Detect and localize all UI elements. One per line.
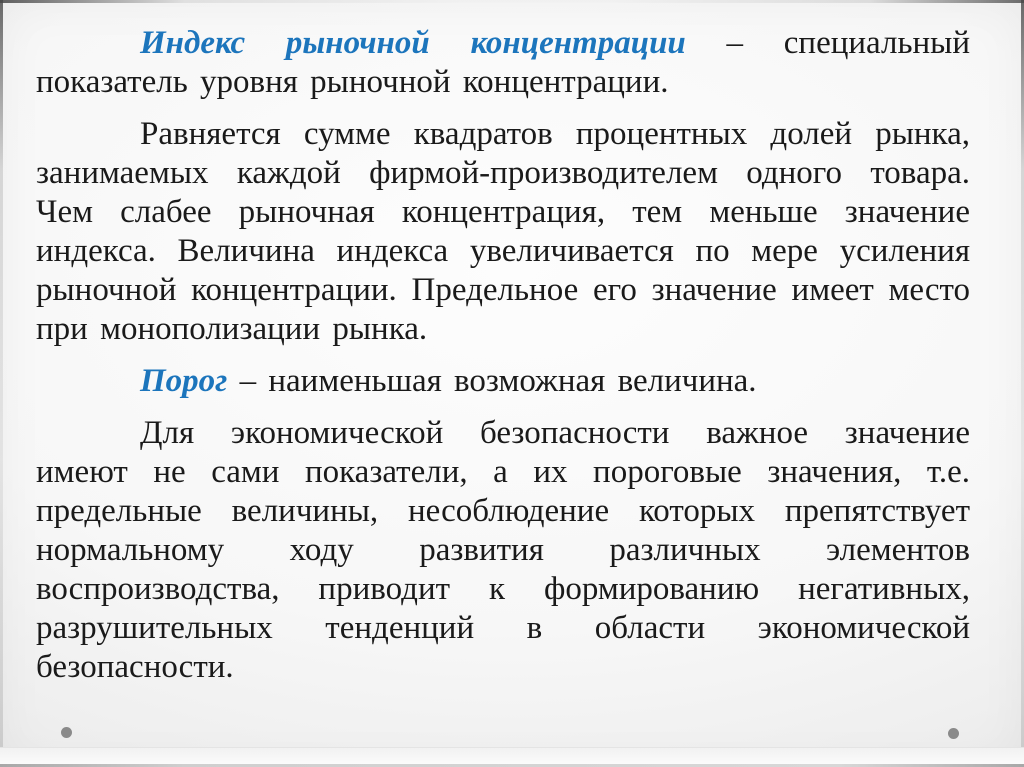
- paragraph-economic-security-text: Для экономической безопасности важное значение имеют не сами показатели, а их пороговые значения, т.е. предельные величины, несоблюдение которых препятствует нормальному ходу развития различных элементов воспроизводства, приводит к формированию негативных, разрушительных тенденций в области экономической безопасности.: [36, 415, 970, 685]
- paragraph-index-explanation-text: Равняется сумме квадратов процентных долей рынка, занимаемых каждой фирмой-производителем одного товара. Чем слабее рыночная концентрация, тем меньше значение индекса. Величина индекса увеличивается по мере усиления рыночной концентрации. Предельное его значение имеет место при монополизации рынка.: [36, 116, 970, 347]
- slide-left-edge-shadow: [0, 0, 3, 767]
- slide-bottom-strip: [0, 747, 1024, 764]
- slide-nav-dot-right-icon: [948, 728, 959, 739]
- term-market-concentration-index: Индекс рыночной концентрации: [140, 25, 686, 61]
- slide-text-block: [36, 24, 970, 700]
- paragraph-index-definition: [36, 24, 970, 102]
- slide-top-edge-shadow: [0, 0, 1024, 3]
- paragraph-threshold-definition-text: – наименьшая возможная величина.: [227, 363, 757, 399]
- paragraph-economic-security: [36, 414, 970, 687]
- paragraph-index-explanation: [36, 115, 970, 349]
- paragraph-index-definition-text: – специальный показатель уровня рыночной концентрации.: [36, 25, 970, 100]
- term-threshold: Порог: [140, 363, 228, 399]
- paragraph-threshold-definition: [36, 362, 970, 401]
- slide-nav-dot-left-icon: [61, 727, 72, 738]
